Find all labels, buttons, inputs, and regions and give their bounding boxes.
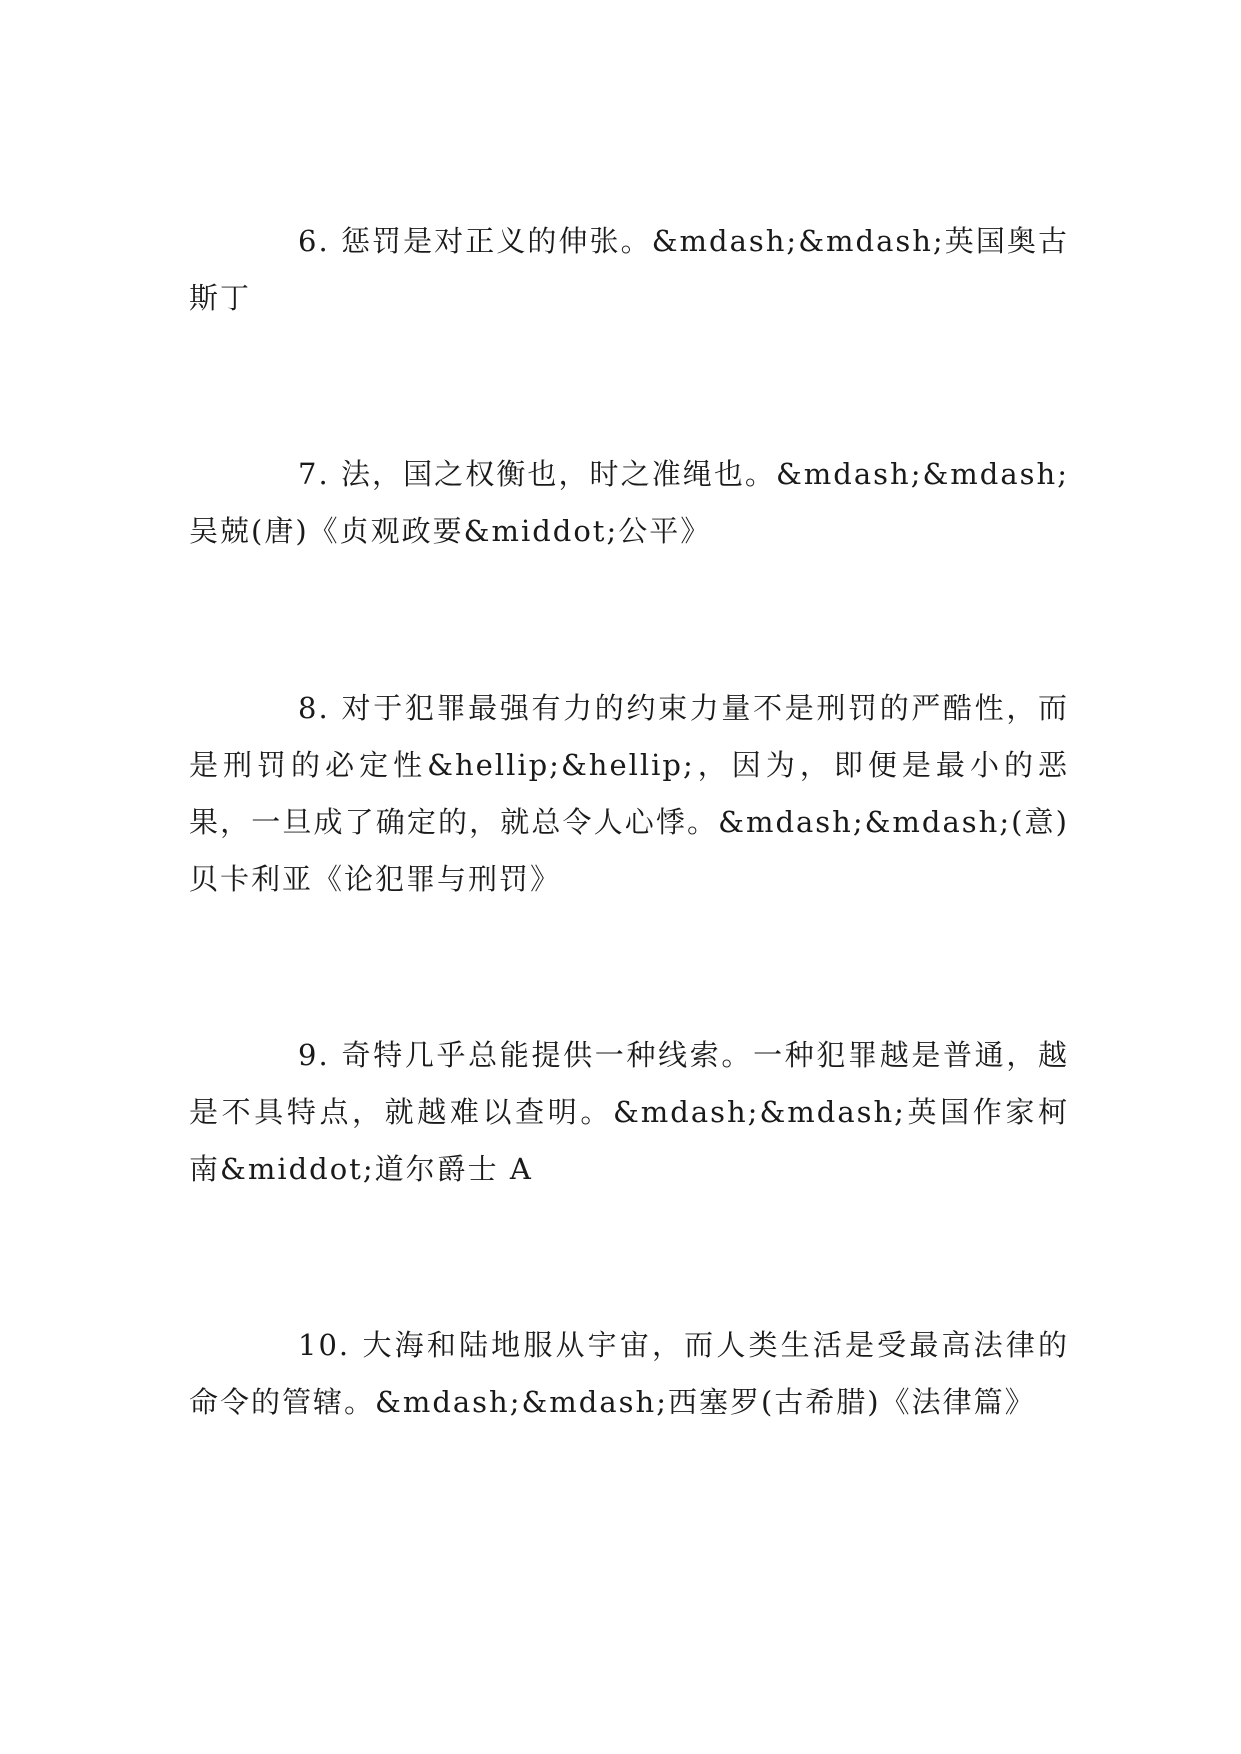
quote-paragraph-7: 7. 法，国之权衡也，时之准绳也。&mdash;&mdash;吴兢(唐)《贞观政要&middot;公平》 xyxy=(189,457,1069,548)
quote-paragraph-9: 9. 奇特几乎总能提供一种线索。一种犯罪越是普通，越是不具特点，就越难以查明。&mdash;&mdash;英国作家柯南&middot;道尔爵士 A xyxy=(189,1038,1069,1186)
quote-paragraph-10: 10. 大海和陆地服从宇宙，而人类生活是受最高法律的命令的管辖。&mdash;&mdash;西塞罗(古希腊)《法律篇》 xyxy=(189,1328,1069,1419)
quote-paragraph-8: 8. 对于犯罪最强有力的约束力量不是刑罚的严酷性，而是刑罚的必定性&hellip;&hellip;，因为，即便是最小的恶果，一旦成了确定的，就总令人心悸。&mdash;&mdash;(意)贝卡利亚《论犯罪与刑罚》 xyxy=(189,691,1069,896)
quote-paragraph-6: 6. 惩罚是对正义的伸张。&mdash;&mdash;英国奥古斯丁 xyxy=(189,224,1069,315)
